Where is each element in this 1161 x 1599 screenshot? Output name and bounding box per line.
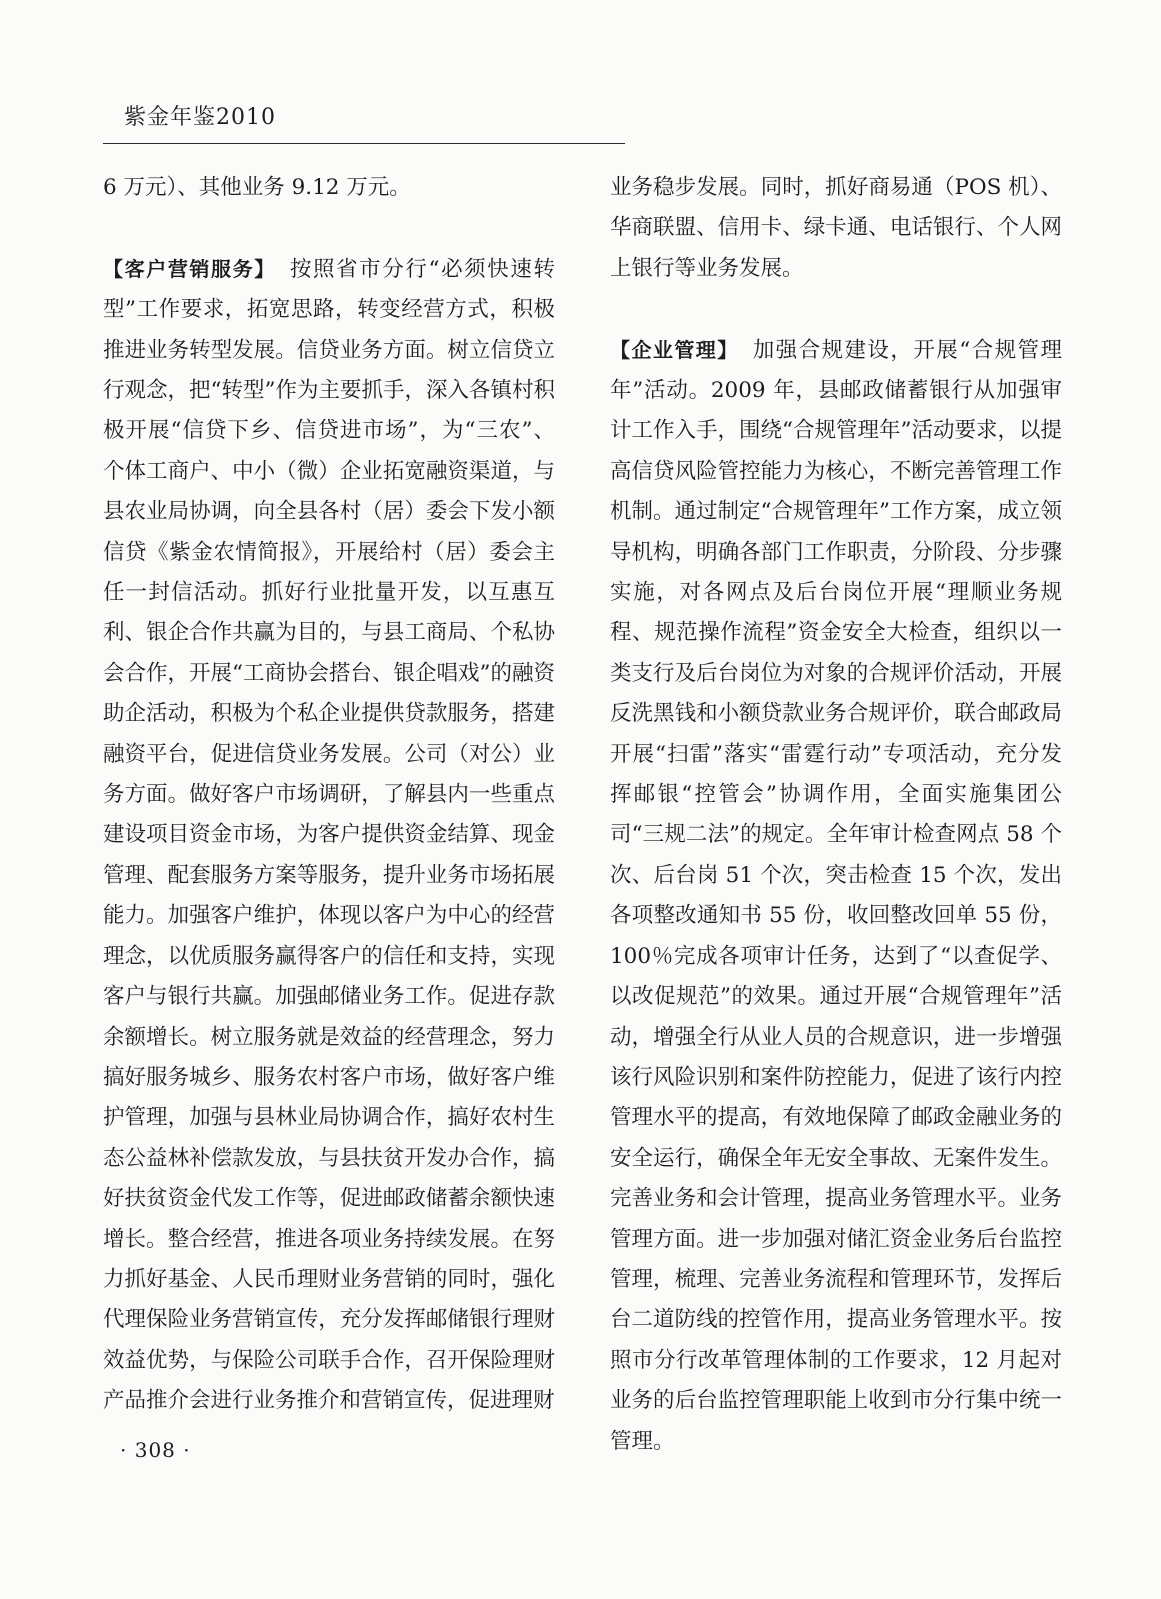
continuation-paragraph-right bbox=[610, 168, 1062, 289]
page-number: · 308 · bbox=[120, 1438, 191, 1462]
continuation-text: 6 万元）、其他业务 9.12 万元。 bbox=[103, 175, 411, 200]
continuation-paragraph bbox=[103, 168, 555, 208]
section-body-customer-marketing: 按照省市分行“必须快速转型”工作要求，拓宽思路，转变经营方式，积极推进业务转型发展。信贷业务方面。树立信贷立行观念，把“转型”作为主要抓手，深入各镇村积极开展“信贷下乡、信贷进市场”，为“三农”、个体工商户、中小（微）企业拓宽融资渠道，与县农业局协调，向全县各村（居）委会下发小额信贷《紫金农情简报》，开展给村（居）委会主任一封信活动。抓好行业批量开发，以互惠互利、银企合作共赢为目的，与县工商局、个私协会合作，开展“工商协会搭台、银企唱戏”的融资助企活动，积极为个私企业提供贷款服务，搭建融资平台，促进信贷业务发展。公司（对公）业务方面。做好客户市场调研，了解县内一些重点建设项目资金市场，为客户提供资金结算、现金管理、配套服务方案等服务，提升业务市场拓展能力。加强客户维护，体现以客户为中心的经营理念，以优质服务赢得客户的信任和支持，实现客户与银行共赢。加强邮储业务工作。促进存款余额增长。树立服务就是效益的经营理念，努力搞好服务城乡、服务农村客户市场，做好客户维护管理，加强与县林业局协调合作，搞好农村生态公益林补偿款发放，与县扶贫开发办合作，搞好扶贫资金代发工作等，促进邮政储蓄余额快速增长。整合经营，推进各项业务持续发展。在努力抓好基金、人民币理财业务营销的同时，强化代理保险业务营销宣传，充分发挥邮储银行理财效益优势，与保险公司联手合作，召开保险理财产品推介会进行业务推介和营销宣传，促进理财 bbox=[103, 256, 555, 1414]
section-body-enterprise-management: 加强合规建设，开展“合规管理年”活动。2009 年，县邮政储蓄银行从加强审计工作入手，围绕“合规管理年”活动要求，以提高信贷风险管控能力为核心，不断完善管理工作机制。通过制定“合规管理年”工作方案，成立领导机构，明确各部门工作职责，分阶段、分步骤实施，对各网点及后台岗位开展“理顺业务规程、规范操作流程”资金安全大检查，组织以一类支行及后台岗位为对象的合规评价活动，开展反洗黑钱和小额贷款业务合规评价，联合邮政局开展“扫雷”落实“雷霆行动”专项活动，充分发挥邮银“控管会”协调作用，全面实施集团公司“三规二法”的规定。全年审计检查网点 58 个次、后台岗 51 个次，突击检查 15 个次，发出各项整改通知书 55 份，收回整改回单 55 份，100％完成各项审计任务，达到了“以查促学、以改促规范”的效果。通过开展“合规管理年”活动，增强全行从业人员的合规意识，进一步增强该行风险识别和案件防控能力，促进了该行内控管理水平的提高，有效地保障了邮政金融业务的安全运行，确保全年无安全事故、无案件发生。完善业务和会计管理，提高业务管理水平。业务管理方面。进一步加强对储汇资金业务后台监控管理，梳理、完善业务流程和管理环节，发挥后台二道防线的控管作用，提高业务管理水平。按照市分行改革管理体制的工作要求，12 月起对业务的后台监控管理职能上收到市分行集中统一管理。 bbox=[610, 337, 1062, 1454]
section-label-customer-marketing: 【客户营销服务】 bbox=[103, 256, 276, 281]
section-paragraph-customer-marketing bbox=[103, 249, 555, 1422]
left-column bbox=[103, 168, 555, 1422]
right-column bbox=[610, 168, 1062, 1462]
section-label-enterprise-management: 【企业管理】 bbox=[610, 337, 739, 362]
continuation-text-right: 业务稳步发展。同时，抓好商易通（POS 机）、华商联盟、信用卡、绿卡通、电话银行、个人网上银行等业务发展。 bbox=[610, 175, 1062, 281]
section-paragraph-enterprise-management bbox=[610, 330, 1062, 1462]
header-rule bbox=[103, 143, 625, 144]
running-head-title: 紫金年鉴2010 bbox=[124, 105, 276, 130]
